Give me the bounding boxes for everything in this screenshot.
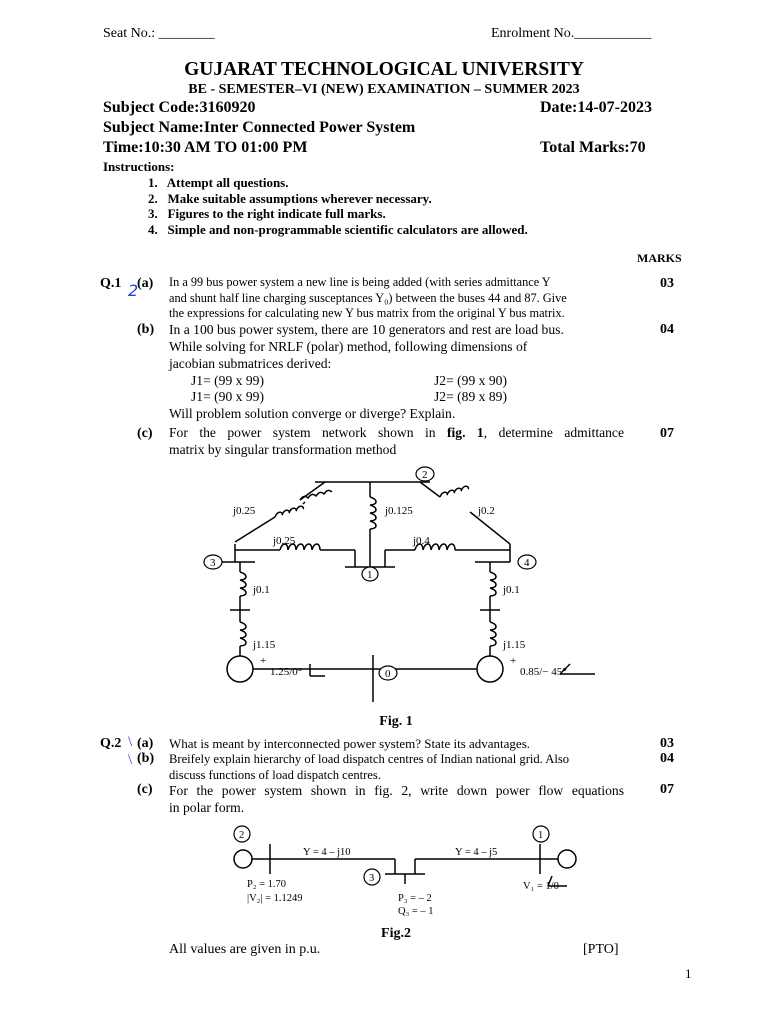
fig1-z-g3: j1.15 — [253, 639, 276, 651]
fig2-p2: P₂ = 1.70 — [247, 879, 287, 890]
instruction-1: 1. Attempt all questions. — [148, 175, 289, 190]
fig1-caption: Fig. 1 — [379, 714, 413, 729]
q2b-label: (b) — [137, 751, 155, 766]
fig2-node-2: 2 — [239, 830, 245, 841]
fig1-source-4: 0.85/− 45° — [520, 666, 567, 678]
fig2-node-1: 1 — [538, 830, 544, 841]
marks-heading: MARKS — [637, 251, 682, 265]
q2b-marks: 04 — [660, 751, 674, 766]
exam-date: Date:14-07-2023 — [540, 99, 652, 116]
q2b-line: Breifely explain hierarchy of load dispatch centres of Indian national grid. Also — [169, 752, 570, 766]
q1b-text — [169, 322, 624, 372]
fig1-z-2-3: j0.25 — [233, 505, 256, 517]
q2b-line: discuss functions of load dispatch centres. — [169, 768, 381, 782]
q1-label: Q.1 — [100, 276, 122, 291]
seat-number: Seat No.: ________ — [103, 26, 215, 41]
fig1-source-3: 1.25/0° — [270, 666, 303, 678]
q2c-line: For the power system shown in fig. 2, write down power flow equations — [169, 783, 624, 798]
q1b-question: Will problem solution converge or diverge? Explain. — [169, 406, 456, 421]
q1a-label: (a) — [137, 276, 154, 291]
q1a-line: the expressions for calculating new Y bus matrix from the original Y bus matrix. — [169, 306, 565, 320]
fig1-z-2-4: j0.2 — [478, 505, 495, 517]
pto-marker: [PTO] — [583, 942, 619, 957]
enrolment-number: Enrolment No.___________ — [491, 26, 652, 41]
fig2-node-3: 3 — [369, 873, 375, 884]
fig1-z-3-1: j0.25 — [273, 535, 296, 547]
fig2-v1: V₁ = 1/0 — [523, 881, 559, 892]
q2c-label: (c) — [137, 782, 153, 797]
q2c-marks: 07 — [660, 782, 674, 797]
subject-name: Subject Name:Inter Connected Power System — [103, 119, 416, 136]
fig1-network-diagram — [195, 462, 605, 702]
q2b-text — [169, 751, 624, 783]
q2c-text — [169, 782, 624, 816]
fig2-p3: P₃ = – 2 — [398, 893, 432, 904]
instruction-2: 2. Make suitable assumptions wherever necessary. — [148, 191, 432, 206]
fig2-q3: Q₃ = – 1 — [398, 906, 434, 917]
fig2-caption: Fig.2 — [381, 926, 411, 941]
fig2-y-3-1: Y = 4 – j5 — [455, 847, 498, 858]
q2a-label: (a) — [137, 736, 154, 751]
fig2-v2: |V₂| = 1.1249 — [247, 893, 303, 904]
subject-code: Subject Code:3160920 — [103, 99, 256, 116]
jacobian-j4: J2= (89 x 89) — [434, 389, 507, 404]
fig1-node-4: 4 — [524, 557, 530, 569]
fig1-node-3: 3 — [210, 557, 216, 569]
exam-title: BE - SEMESTER–VI (NEW) EXAMINATION – SUMMER 2023 — [188, 82, 580, 97]
q1b-line: In a 100 bus power system, there are 10 generators and rest are load bus. — [169, 322, 564, 337]
q1c-line1 — [169, 425, 624, 441]
jacobian-j2: J2= (99 x 90) — [434, 373, 507, 388]
page-number: 1 — [685, 966, 692, 981]
jacobian-j1: J1= (99 x 99) — [191, 373, 264, 388]
q1c-text-pre: For the power system network shown in — [169, 425, 447, 440]
instruction-4: 4. Simple and non-programmable scientific calculators are allowed. — [148, 222, 528, 237]
q1a-marks: 03 — [660, 276, 674, 291]
fig1-z-4-t: j0.1 — [503, 584, 520, 596]
fig2-network-diagram — [225, 822, 585, 922]
fig1-plus-4: + — [510, 655, 517, 667]
q1a-text — [169, 275, 624, 322]
fig2-y-2-3: Y = 4 – j10 — [303, 847, 351, 858]
fig1-plus-3: + — [260, 655, 267, 667]
fig1-node-1: 1 — [367, 569, 373, 581]
q2c-line: in polar form. — [169, 800, 245, 815]
exam-time: Time:10:30 AM TO 01:00 PM — [103, 139, 308, 156]
fig1-z-g4: j1.15 — [503, 639, 526, 651]
q2-label: Q.2 — [100, 736, 122, 751]
handwritten-tick: \ — [128, 752, 133, 768]
total-marks: Total Marks:70 — [540, 139, 646, 156]
q1b-line: While solving for NRLF (polar) method, following dimensions of — [169, 338, 528, 354]
instructions-title: Instructions: — [103, 159, 175, 174]
q1c-text-post: , determine admittance — [483, 425, 624, 440]
q1b-line: jacobian submatrices derived: — [169, 355, 332, 371]
q1c-label: (c) — [137, 426, 153, 441]
fig1-node-0: 0 — [385, 668, 391, 680]
handwritten-tick: \ — [128, 734, 133, 750]
jacobian-j3: J1= (90 x 99) — [191, 389, 264, 404]
q1a-line: In a 99 bus power system a new line is being added (with series admittance Y — [169, 275, 551, 289]
fig1-node-2: 2 — [422, 469, 428, 481]
q1c-marks: 07 — [660, 426, 674, 441]
fig1-z-2-1: j0.125 — [385, 505, 413, 517]
values-note: All values are given in p.u. — [169, 942, 321, 957]
q2a-text: What is meant by interconnected power system? State its advantages. — [169, 736, 530, 751]
q1b-label: (b) — [137, 322, 155, 337]
q2a-marks: 03 — [660, 736, 674, 751]
q1a-line: and shunt half line charging susceptances Y₀) between the buses 44 and 87. Give — [169, 290, 567, 305]
fig1-z-3-t: j0.1 — [253, 584, 270, 596]
instruction-3: 3. Figures to the right indicate full marks. — [148, 206, 386, 221]
q1c-line2: matrix by singular transformation method — [169, 442, 397, 457]
university-title: GUJARAT TECHNOLOGICAL UNIVERSITY — [184, 59, 584, 80]
fig1-z-1-4: j0.4 — [413, 535, 430, 547]
q1b-marks: 04 — [660, 322, 674, 337]
q1c-fig-ref: fig. 1 — [446, 425, 484, 440]
handwritten-annotation: 2 — [128, 281, 139, 300]
